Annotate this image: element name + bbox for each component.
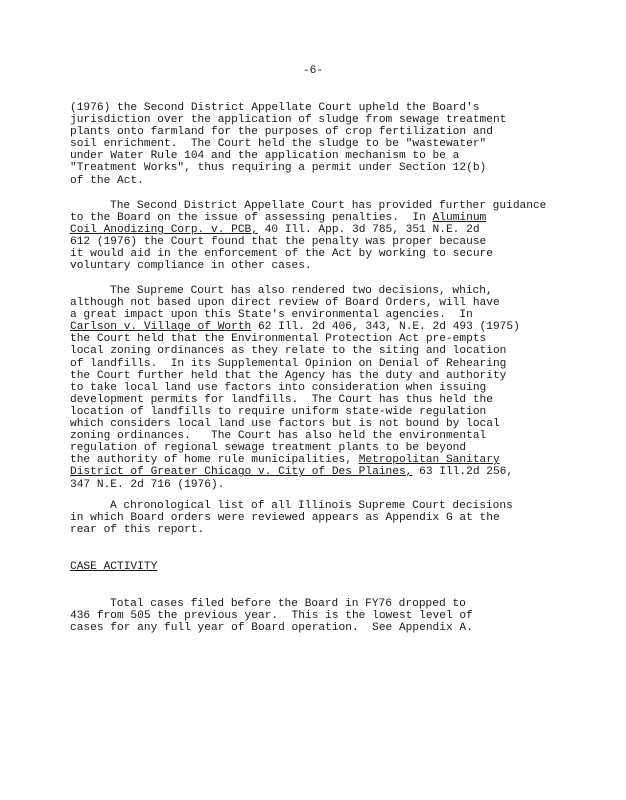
- section-heading: CASE ACTIVITY: [70, 561, 158, 573]
- paragraph-case-activity: [70, 598, 570, 634]
- text-line: 436 from 505 the previous year. This is the lowest level of: [70, 610, 473, 623]
- paragraph-appendix-g: [70, 500, 570, 536]
- paragraph-supreme-court: [70, 285, 570, 491]
- text-line: it would aid in the enforcement of the Act by working to secure: [70, 248, 493, 261]
- text-segment: to the Board on the issue of assessing penalties. In: [70, 212, 433, 225]
- text-line: [70, 321, 570, 333]
- text-line: 612 (1976) the Court found that the penalty was proper because: [70, 236, 487, 249]
- text-line: [70, 285, 570, 297]
- case-citation-name: Carlson v. Village of Worth: [70, 321, 252, 334]
- text-line: which considers local land use factors but is not bound by local: [70, 418, 500, 431]
- text-line: the Court held that the Environmental Protection Act pre-empts: [70, 333, 487, 346]
- text-line: "Treatment Works", thus requiring a permit under Section 12(b): [70, 162, 487, 175]
- case-citation-name: District of Greater Chicago v. City of Des Plaines,: [70, 466, 413, 479]
- text-line: soil enrichment. The Court held the sludge to be "wastewater": [70, 138, 487, 151]
- text-line: plants onto farmland for the purposes of crop fertilization and: [70, 126, 493, 139]
- text-line: although not based upon direct review of Board Orders, will have: [70, 297, 500, 310]
- text-line: [70, 598, 570, 610]
- text-segment: Total cases filed before the Board in FY76 dropped to: [110, 598, 466, 610]
- text-line: of the Act.: [70, 174, 144, 187]
- page-number: -6-: [302, 65, 324, 77]
- text-line: voluntary compliance in other cases.: [70, 260, 312, 273]
- case-citation-name: Metropolitan Sanitary: [358, 454, 500, 467]
- text-segment: 62 Ill. 2d 406, 343, N.E. 2d 493 (1975): [251, 321, 520, 334]
- text-line: cases for any full year of Board operation. See Appendix A.: [70, 622, 473, 635]
- paragraph-sludge-jurisdiction: [70, 102, 570, 187]
- text-segment: the authority of home rule municipalities,: [70, 454, 359, 467]
- text-line: of landfills. In its Supplemental Opinion on Denial of Rehearing: [70, 357, 507, 370]
- text-line: [70, 200, 570, 212]
- text-line: the Court further held that the Agency has the duty and authority: [70, 369, 507, 382]
- text-segment: The Supreme Court has also rendered two decisions, which,: [110, 285, 493, 297]
- text-line: local zoning ordinances as they relate to the siting and location: [70, 345, 507, 358]
- text-line: in which Board orders were reviewed appears as Appendix G at the: [70, 512, 500, 525]
- text-line: [70, 466, 570, 478]
- text-line: jurisdiction over the application of sludge from sewage treatment: [70, 114, 507, 127]
- text-line: rear of this report.: [70, 524, 205, 537]
- text-line: to take local land use factors into consideration when issuing: [70, 381, 487, 394]
- text-segment: 40 Ill. App. 3d 785, 351 N.E. 2d: [257, 224, 480, 237]
- text-line: a great impact upon this State's environmental agencies. In: [70, 309, 473, 322]
- text-line: (1976) the Second District Appellate Court upheld the Board's: [70, 102, 480, 114]
- text-line: under Water Rule 104 and the application mechanism to be a: [70, 150, 460, 163]
- text-line: [70, 454, 570, 466]
- case-citation-name: Aluminum: [432, 212, 487, 225]
- text-line: [70, 500, 570, 512]
- case-citation-name: Coil Anodizing Corp. v. PCB,: [70, 224, 258, 237]
- text-line: development permits for landfills. The Court has thus held the: [70, 393, 493, 406]
- text-line: 347 N.E. 2d 716 (1976).: [70, 478, 225, 491]
- text-line: [70, 224, 570, 236]
- text-line: location of landfills to require uniform state-wide regulation: [70, 405, 487, 418]
- text-line: regulation of regional sewage treatment plants to be beyond: [70, 442, 467, 455]
- text-segment: The Second District Appellate Court has provided further guidance: [110, 200, 547, 212]
- text-line: zoning ordinances. The Court has also held the environmental: [70, 430, 487, 443]
- text-segment: A chronological list of all Illinois Supreme Court decisions: [110, 500, 513, 512]
- paragraph-penalties: [70, 200, 570, 273]
- text-line: [70, 212, 570, 224]
- text-segment: 63 Ill.2d 256,: [412, 466, 514, 479]
